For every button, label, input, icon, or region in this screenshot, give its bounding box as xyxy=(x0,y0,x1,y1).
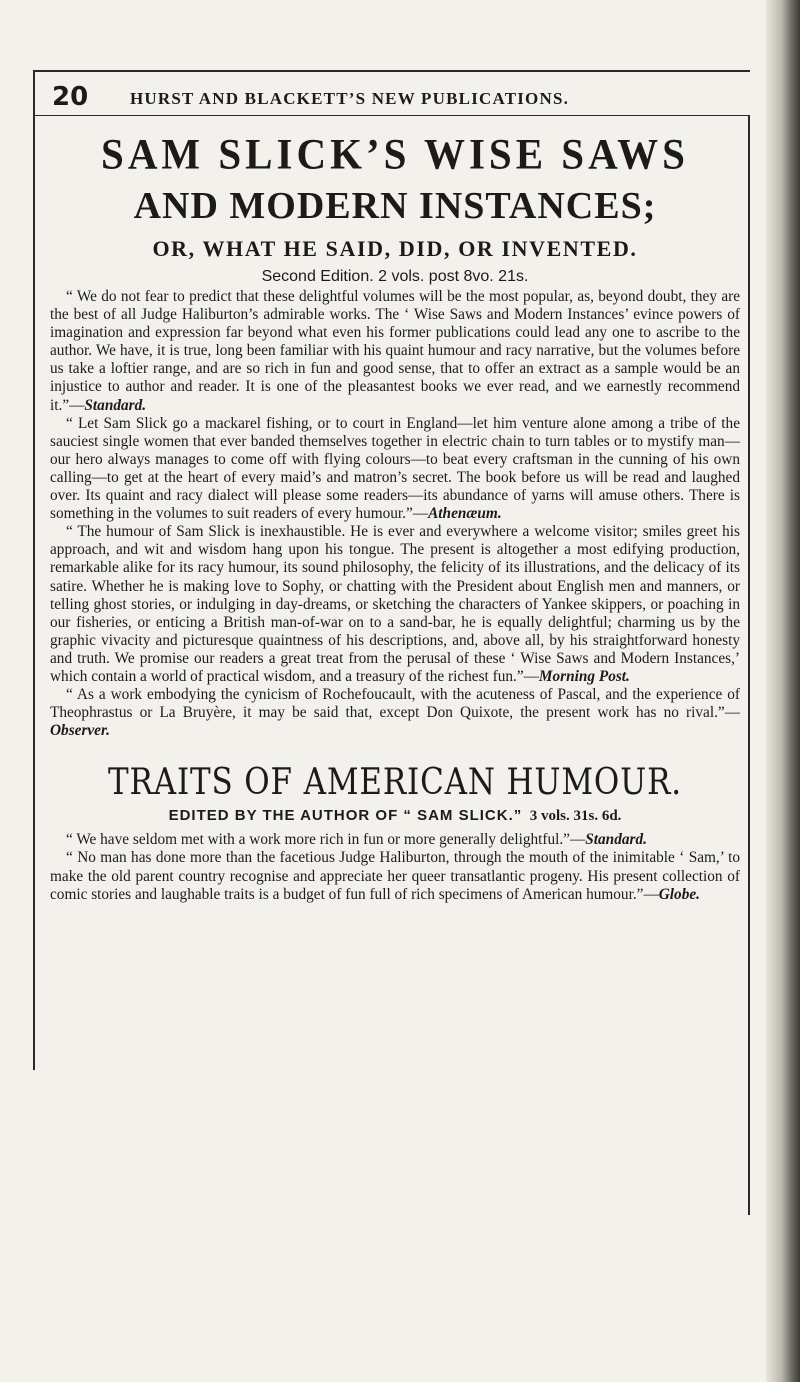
book2-title: TRAITS OF AMERICAN HUMOUR. xyxy=(108,762,682,804)
book1-title-line1: SAM SLICK’S WISE SAWS xyxy=(101,129,689,179)
page-header xyxy=(36,82,746,112)
review-source: Morning Post. xyxy=(538,667,630,685)
book1-edition: Second Edition. 2 vols. post 8vo. 21s. xyxy=(261,268,529,285)
book2-review-globe: “ No man has done more than the facetious Judge Haliburton, through the mouth of the inimitable ‘ Sam,’ to make the old parent country recognise and appreciate her queer transatlantic progeny. His present collection of comic stories and laughable traits is a budget of fun full of rich specimens of American humour.”—Globe. xyxy=(50,849,740,903)
page-number: 20 xyxy=(52,82,89,112)
header-rule xyxy=(33,115,750,116)
review-source: Observer. xyxy=(50,722,110,740)
review-source: Standard. xyxy=(84,396,147,414)
review-source: Globe. xyxy=(658,885,700,903)
book1-review-athenaeum: “ Let Sam Slick go a mackarel fishing, or to court in England—let him venture alone among a tribe of the sauciest single women that ever banded themselves together in electric chain to turn tables or to mystify man—our hero always manages to come off with flying colours—to beat every craftsman in the cunning of his own calling—to get at the heart of every maid’s and matron’s secret. The book before us will be read and laughed over. Its quaint and racy dialect will please some readers—its abundance of yarns will amuse others. There is something in the volumes to suit readers of every humour.”—Athenæum. xyxy=(50,414,740,523)
review-source: Athenæum. xyxy=(428,505,502,523)
book1-title-line2: AND MODERN INSTANCES; xyxy=(133,185,657,227)
review-source: Standard. xyxy=(585,831,647,849)
book2-edited-by-line xyxy=(50,807,740,825)
book1-review-observer: “ As a work embodying the cynicism of Rochefoucault, with the acuteness of Pascal, and the experience of Theophrastus or La Bruyère, it may be said that, except Don Quixote, the present work has no rival.”—Observer. xyxy=(50,686,740,740)
book2-price: 3 vols. 31s. 6d. xyxy=(529,808,622,825)
book-gutter-edge xyxy=(766,0,800,1382)
page-content xyxy=(50,122,740,904)
book2-review-standard: “ We have seldom met with a work more rich in fun or more generally delightful.”—Standard. xyxy=(66,831,647,849)
left-border-rule xyxy=(33,70,35,1070)
book1-review-standard: “ We do not fear to predict that these delightful volumes will be the most popular, as, beyond doubt, they are the best of all Judge Haliburton’s admirable works. The ‘ Wise Saws and Modern Instances’ evince powers of imagination and expression far beyond what even his former publications could lead any one to ascribe to the author. We have, it is true, long been familiar with his quaint humour and racy narrative, but the volumes before us take a loftier range, and are so rich in fun and good sense, that to offer an extract as a sample would be an injustice to author and reader. It is one of the pleasantest books we ever read, and we earnestly recommend it.”—Standard. xyxy=(50,288,740,414)
book2-edited-by: EDITED BY THE AUTHOR OF “ SAM SLICK.” xyxy=(168,807,523,825)
top-rule xyxy=(33,70,750,72)
book1-review-morning-post: “ The humour of Sam Slick is inexhaustible. He is ever and everywhere a welcome visitor; smiles greet his approach, and wit and wisdom hang upon his tongue. The present is altogether a most edifying production, remarkable alike for its racy humour, its sound philosophy, the felicity of its illustrations, and the delicacy of its satire. Whether he is making love to Sophy, or chatting with the President about English men and manners, or telling ghost stories, or indulging in day-dreams, or sketching the characters of Yankee skippers, or poaching in our fisheries, or enticing a British man-of-war on to a sand-bar, he is equally delightful; charming us by the graphic vivacity and picturesque quaintness of his descriptions, and, above all, by his straightforward honesty and truth. We promise our readers a great treat from the perusal of these ‘ Wise Saws and Modern Instances,’ which contain a world of practical wisdom, and a treasury of the richest fun.”—Morning Post. xyxy=(50,523,740,685)
book1-subtitle: OR, WHAT HE SAID, DID, OR INVENTED. xyxy=(152,236,638,261)
right-border-rule xyxy=(748,115,750,1215)
running-head: HURST AND BLACKETT’S NEW PUBLICATIONS. xyxy=(130,89,570,108)
